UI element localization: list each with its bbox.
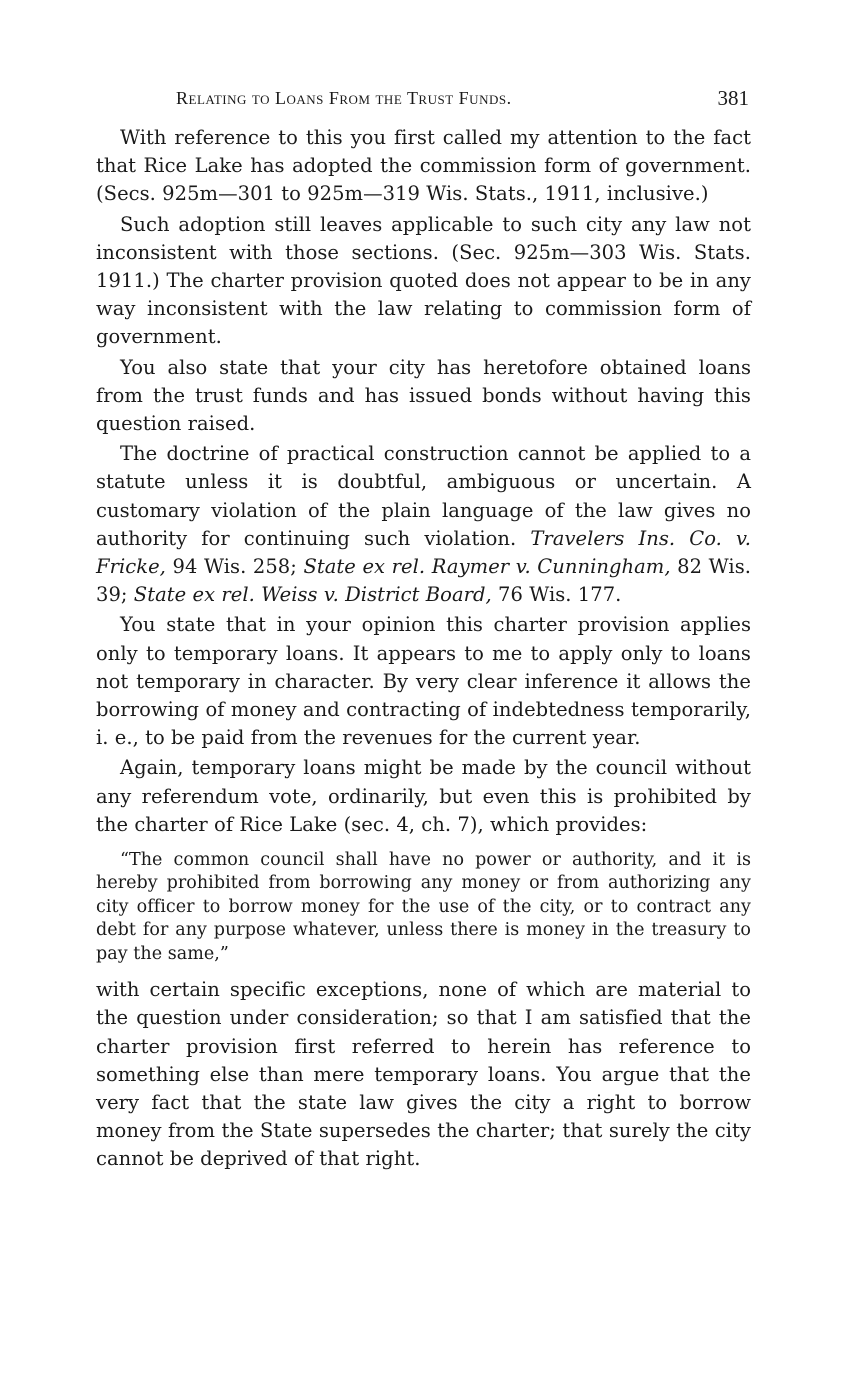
paragraph-1: With reference to this you first called my attention to the fact that Rice Lake has adopted the commission form of government. (Secs. 925m—301 to 925m—319 Wis. Stats., 1911, inclusive.) — [96, 126, 751, 206]
running-head — [96, 88, 751, 124]
paragraph-4-text-a: The doctrine of practical construction cannot be applied to a statute unless it is doubtful, ambiguous or uncertain. A customary violation of the plain language of the law gives no authority for continuing such violation. — [96, 442, 751, 550]
paragraph-4 — [96, 440, 751, 609]
paragraph-2: Such adoption still leaves applicable to such city any law not inconsistent with those sections. (Sec. 925m—303 Wis. Stats. 1911.) The charter provision quoted does not appear to be in any way inconsistent with the law relating to commission form of government. — [96, 212, 751, 349]
paragraph-3: You also state that your city has heretofore obtained loans from the trust funds and has issued bonds without having this question raised. — [96, 355, 751, 436]
paragraph-4-text-c: 82 Wis. 39; — [96, 555, 752, 607]
page-number: 381 — [717, 86, 749, 110]
block-quote: “The common council shall have no power or authority, and it is hereby prohibited from borrowing any money or from authorizing any city officer to borrow money for the use of the city, or to contract any debt for any purpose whatever, unless there is money in the treasury to pay the same,” — [96, 850, 751, 964]
paragraph-4-text-d: 76 Wis. 177. — [491, 583, 622, 607]
document-page — [96, 88, 751, 1176]
case-citation-1: Travelers Ins. Co. v. Fricke, — [96, 526, 751, 579]
paragraph-6: Again, temporary loans might be made by the council without any referendum vote, ordinarily, but even this is prohibited by the charter of Rice Lake (sec. 4, ch. 7), which provides: — [96, 756, 751, 836]
paragraph-5: You state that in your opinion this charter provision applies only to temporary loans. It appears to me to apply only to loans not temporary in character. By very clear inference it allows the borrowing of money and contracting of indebtedness temporarily, i. e., to be paid from the revenues for the current year. — [96, 613, 751, 750]
paragraph-4-text-b: 94 Wis. 258; — [165, 555, 304, 579]
case-citation-3: State ex rel. Weiss v. District Board, — [133, 583, 492, 607]
body-text — [96, 124, 751, 1174]
paragraph-7: with certain specific exceptions, none of which are material to the question under consideration; so that I am satisfied that the charter provision first referred to herein has reference to something else than mere temporary loans. You argue that the very fact that the state law gives the city a right to borrow money from the State supersedes the charter; that surely the city cannot be deprived of that right. — [96, 978, 751, 1171]
case-citation-2: State ex rel. Raymer v. Cunningham, — [303, 555, 671, 579]
running-title: Relating to Loans From the Trust Funds. — [176, 88, 512, 108]
